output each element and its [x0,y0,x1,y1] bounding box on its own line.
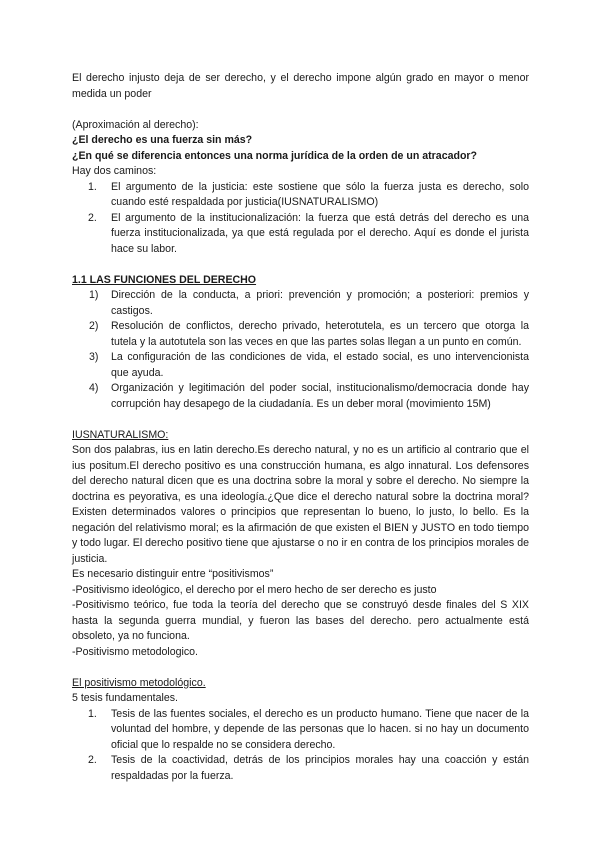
list-item [72,381,529,412]
list-text: El argumento de la institucionalización: la fuerza que está detrás del derecho es una fuerza institucionalizada, ya que está regulada por el derecho. Aquí es donde el jurista hace su labor. [111,211,529,255]
list-item [72,288,529,319]
list-text: Dirección de la conducta, a priori: prevención y promoción; a posteriori: premios y castigos. [111,289,529,317]
positivism-kind: -Positivismo metodologico. [72,645,198,658]
distinguish-line: Es necesario distinguir entre “positivismos” [72,568,274,580]
list-item [72,319,529,350]
list-number: 3) [89,351,99,363]
list-number: 2. [88,754,97,766]
list-number: 1. [88,180,97,193]
spacer [72,257,529,273]
positivism-kind: -Positivismo teórico, fue toda la teoría del derecho que se construyó desde finales del S XIX hasta la segunda guerra mundial, y fueron las bases del derecho. pero actualmente está obsoleto, ya no funciona. [72,599,529,642]
list-text: La configuración de las condiciones de vida, el estado social, es uno intervencionista que ayuda. [111,351,529,379]
question-1: ¿El derecho es una fuerza sin más? [72,134,253,146]
list-number: 1. [88,707,97,720]
list-text: Tesis de las fuentes sociales, el derecho es un producto humano. Tiene que nacer de la voluntad del hombre, y depende de las personas que lo hacen. si no hay un documento oficial que lo respalde no se considera derecho. [111,707,529,751]
spacer [72,660,529,676]
spacer [72,102,529,118]
paths-list [72,180,529,258]
method-heading: El positivismo metodológico. [72,676,206,689]
list-number: 2) [89,320,99,332]
list-item [72,180,529,211]
document-page [72,71,529,784]
iusnaturalismo-heading: IUSNATURALISMO: [72,428,169,441]
approach-label: (Aproximación al derecho): [72,118,199,131]
functions-heading: 1.1 LAS FUNCIONES DEL DERECHO [72,273,257,286]
list-text: Resolución de conflictos, derecho privado, heterotutela, es un tercero que otorga la tutela y la autotutela son las veces en que las partes solas llegan a un punto en común. [111,320,529,348]
list-number: 1) [89,289,99,301]
iusnaturalismo-paragraph: Son dos palabras, ius en latin derecho.Es derecho natural, y no es un artificio al contrario que el ius positum.El derecho positivo es una construcción humana, es algo innatural. Los defensores del derecho natural dicen que es una doctrina sobre la moral y sobre el derecho. No siempre la doctrina es peyorativa, es una ideología.¿Que dice el derecho natural sobre la doctrina moral? Existen determinados valores o principios que representan lo bueno, lo justo, lo bello. Es la negación del relativismo moral; es la afirmación de que existen el BIEN y JUSTO en todo tiempo y todo lugar. El derecho positivo tiene que ajustarse o no ir en contra de los principios morales de justicia. [72,444,529,565]
paths-intro: Hay dos caminos: [72,165,157,177]
method-list [72,707,529,785]
list-item [72,707,529,754]
spacer [72,412,529,428]
positivism-kind: -Positivismo ideológico, el derecho por el mero hecho de ser derecho es justo [72,583,437,596]
functions-list [72,288,529,412]
list-text: Organización y legitimación del poder social, institucionalismo/democracia donde hay corrupción hay desapego de la ciudadanía. Es un deber moral (movimiento 15M) [111,382,529,410]
list-item [72,753,529,784]
list-number: 4) [89,382,99,394]
intro-paragraph: El derecho injusto deja de ser derecho, y el derecho impone algún grado en mayor o menor medida un poder [72,72,529,100]
question-2: ¿En qué se diferencia entonces una norma jurídica de la orden de un atracador? [72,149,478,162]
list-number: 2. [88,211,97,224]
list-item [72,211,529,258]
list-text: Tesis de la coactividad, detrás de los principios morales hay una coacción y están respaldadas por la fuerza. [111,754,529,782]
list-item [72,350,529,381]
method-intro: 5 tesis fundamentales. [72,692,178,704]
list-text: El argumento de la justicia: este sostiene que sólo la fuerza justa es derecho, solo cuando esté respaldada por justicia(IUSNATURALISMO) [111,180,529,208]
